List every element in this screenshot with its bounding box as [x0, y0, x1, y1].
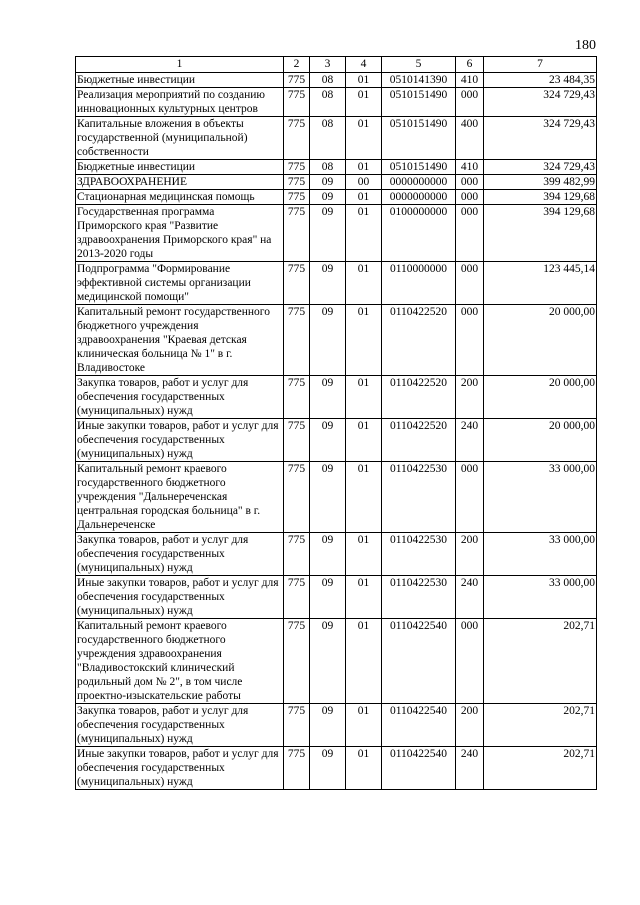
- row-code-section: 09: [310, 205, 346, 262]
- row-code-section: 09: [310, 376, 346, 419]
- row-code-subsection: 01: [346, 205, 382, 262]
- row-code-admin: 775: [284, 619, 310, 704]
- row-name: Капитальный ремонт государственного бюджетного учреждения здравоохранения "Краевая детская клиническая больница № 1" в г. Владивостоке: [76, 305, 284, 376]
- row-amount: 324 729,43: [484, 117, 597, 160]
- row-name: Капитальный ремонт краевого государственного бюджетного учреждения "Дальнереченская центральная городская больница" в г. Дальнереченске: [76, 462, 284, 533]
- row-amount: 202,71: [484, 619, 597, 704]
- row-code-target: 0110422540: [382, 619, 456, 704]
- row-code-section: 09: [310, 175, 346, 190]
- table-row: [76, 533, 597, 576]
- row-code-section: 09: [310, 704, 346, 747]
- row-name: Иные закупки товаров, работ и услуг для обеспечения государственных (муниципальных) нужд: [76, 419, 284, 462]
- table-row: [76, 576, 597, 619]
- row-code-section: 08: [310, 117, 346, 160]
- row-code-target: 0510151490: [382, 88, 456, 117]
- page-number: 180: [575, 38, 596, 53]
- table-row: [76, 704, 597, 747]
- row-code-admin: 775: [284, 533, 310, 576]
- budget-table: [75, 56, 597, 790]
- row-name: Закупка товаров, работ и услуг для обеспечения государственных (муниципальных) нужд: [76, 376, 284, 419]
- row-code-admin: 775: [284, 747, 310, 790]
- row-code-target: 0110422540: [382, 747, 456, 790]
- table-row: [76, 305, 597, 376]
- row-code-expense-type: 000: [456, 88, 484, 117]
- row-code-expense-type: 000: [456, 190, 484, 205]
- row-code-target: 0110422530: [382, 462, 456, 533]
- row-code-target: 0110422520: [382, 376, 456, 419]
- row-code-target: 0110000000: [382, 262, 456, 305]
- row-code-subsection: 01: [346, 704, 382, 747]
- row-code-target: 0510151490: [382, 117, 456, 160]
- row-code-section: 08: [310, 160, 346, 175]
- row-code-expense-type: 240: [456, 576, 484, 619]
- row-code-admin: 775: [284, 262, 310, 305]
- row-code-expense-type: 000: [456, 305, 484, 376]
- row-amount: 202,71: [484, 704, 597, 747]
- row-amount: 20 000,00: [484, 376, 597, 419]
- table-row: [76, 190, 597, 205]
- row-code-target: 0110422530: [382, 576, 456, 619]
- row-code-admin: 775: [284, 190, 310, 205]
- row-code-admin: 775: [284, 205, 310, 262]
- row-code-admin: 775: [284, 419, 310, 462]
- column-header: 5: [382, 57, 456, 73]
- row-code-section: 09: [310, 190, 346, 205]
- header-row: [76, 57, 597, 73]
- row-code-expense-type: 000: [456, 462, 484, 533]
- row-code-section: 09: [310, 305, 346, 376]
- row-name: Иные закупки товаров, работ и услуг для обеспечения государственных (муниципальных) нужд: [76, 576, 284, 619]
- row-name: Капитальный ремонт краевого государственного бюджетного учреждения здравоохранения "Владивостокский клинический родильный дом № 2", в том числе проектно-изыскательские работы: [76, 619, 284, 704]
- row-code-expense-type: 200: [456, 704, 484, 747]
- row-name: Реализация мероприятий по созданию инновационных культурных центров: [76, 88, 284, 117]
- row-code-section: 09: [310, 576, 346, 619]
- row-name: Закупка товаров, работ и услуг для обеспечения государственных (муниципальных) нужд: [76, 533, 284, 576]
- table-row: [76, 376, 597, 419]
- table-row: [76, 73, 597, 88]
- row-amount: 123 445,14: [484, 262, 597, 305]
- row-code-subsection: 01: [346, 262, 382, 305]
- row-code-admin: 775: [284, 305, 310, 376]
- column-header: 4: [346, 57, 382, 73]
- row-code-admin: 775: [284, 704, 310, 747]
- row-amount: 399 482,99: [484, 175, 597, 190]
- row-code-expense-type: 000: [456, 175, 484, 190]
- row-amount: 394 129,68: [484, 190, 597, 205]
- row-code-section: 08: [310, 88, 346, 117]
- row-code-expense-type: 000: [456, 262, 484, 305]
- row-code-admin: 775: [284, 73, 310, 88]
- row-code-target: 0110422520: [382, 419, 456, 462]
- row-code-admin: 775: [284, 175, 310, 190]
- row-code-target: 0100000000: [382, 205, 456, 262]
- row-amount: 324 729,43: [484, 88, 597, 117]
- row-code-admin: 775: [284, 117, 310, 160]
- column-header: 1: [76, 57, 284, 73]
- column-header: 6: [456, 57, 484, 73]
- row-code-admin: 775: [284, 462, 310, 533]
- row-amount: 33 000,00: [484, 533, 597, 576]
- row-name: Стационарная медицинская помощь: [76, 190, 284, 205]
- table-row: [76, 160, 597, 175]
- row-amount: 23 484,35: [484, 73, 597, 88]
- row-code-section: 09: [310, 619, 346, 704]
- row-name: Государственная программа Приморского края "Развитие здравоохранения Приморского края" на 2013-2020 годы: [76, 205, 284, 262]
- row-code-expense-type: 240: [456, 419, 484, 462]
- column-header: 2: [284, 57, 310, 73]
- row-code-subsection: 01: [346, 88, 382, 117]
- row-code-subsection: 01: [346, 533, 382, 576]
- row-name: Бюджетные инвестиции: [76, 160, 284, 175]
- row-code-admin: 775: [284, 88, 310, 117]
- row-name: ЗДРАВООХРАНЕНИЕ: [76, 175, 284, 190]
- table-row: [76, 747, 597, 790]
- column-header: 7: [484, 57, 597, 73]
- table-row: [76, 619, 597, 704]
- table-row: [76, 262, 597, 305]
- row-code-target: 0110422540: [382, 704, 456, 747]
- row-code-expense-type: 410: [456, 160, 484, 175]
- row-code-expense-type: 240: [456, 747, 484, 790]
- row-code-expense-type: 200: [456, 533, 484, 576]
- row-code-expense-type: 400: [456, 117, 484, 160]
- row-code-expense-type: 410: [456, 73, 484, 88]
- row-code-subsection: 01: [346, 747, 382, 790]
- row-code-subsection: 01: [346, 190, 382, 205]
- row-name: Бюджетные инвестиции: [76, 73, 284, 88]
- table-row: [76, 175, 597, 190]
- row-code-subsection: 00: [346, 175, 382, 190]
- row-name: Подпрограмма "Формирование эффективной системы организации медицинской помощи": [76, 262, 284, 305]
- row-amount: 20 000,00: [484, 305, 597, 376]
- row-code-target: 0110422530: [382, 533, 456, 576]
- row-code-admin: 775: [284, 576, 310, 619]
- row-code-target: 0000000000: [382, 190, 456, 205]
- row-amount: 20 000,00: [484, 419, 597, 462]
- row-code-subsection: 01: [346, 117, 382, 160]
- row-code-subsection: 01: [346, 576, 382, 619]
- row-amount: 394 129,68: [484, 205, 597, 262]
- row-code-section: 08: [310, 73, 346, 88]
- row-name: Капитальные вложения в объекты государственной (муниципальной) собственности: [76, 117, 284, 160]
- row-amount: 33 000,00: [484, 462, 597, 533]
- row-code-expense-type: 200: [456, 376, 484, 419]
- table-row: [76, 419, 597, 462]
- row-code-target: 0000000000: [382, 175, 456, 190]
- row-code-expense-type: 000: [456, 619, 484, 704]
- row-code-expense-type: 000: [456, 205, 484, 262]
- row-code-section: 09: [310, 462, 346, 533]
- row-code-section: 09: [310, 262, 346, 305]
- row-code-target: 0510141390: [382, 73, 456, 88]
- row-code-section: 09: [310, 419, 346, 462]
- table-row: [76, 88, 597, 117]
- row-name: Закупка товаров, работ и услуг для обеспечения государственных (муниципальных) нужд: [76, 704, 284, 747]
- row-code-subsection: 01: [346, 160, 382, 175]
- row-code-subsection: 01: [346, 619, 382, 704]
- row-code-admin: 775: [284, 160, 310, 175]
- row-amount: 324 729,43: [484, 160, 597, 175]
- row-code-subsection: 01: [346, 305, 382, 376]
- row-code-target: 0110422520: [382, 305, 456, 376]
- row-amount: 33 000,00: [484, 576, 597, 619]
- row-code-admin: 775: [284, 376, 310, 419]
- row-code-subsection: 01: [346, 376, 382, 419]
- row-code-target: 0510151490: [382, 160, 456, 175]
- row-amount: 202,71: [484, 747, 597, 790]
- row-code-subsection: 01: [346, 73, 382, 88]
- column-header: 3: [310, 57, 346, 73]
- row-code-section: 09: [310, 533, 346, 576]
- row-name: Иные закупки товаров, работ и услуг для обеспечения государственных (муниципальных) нужд: [76, 747, 284, 790]
- table-row: [76, 205, 597, 262]
- table-row: [76, 117, 597, 160]
- row-code-subsection: 01: [346, 419, 382, 462]
- table-row: [76, 462, 597, 533]
- row-code-section: 09: [310, 747, 346, 790]
- row-code-subsection: 01: [346, 462, 382, 533]
